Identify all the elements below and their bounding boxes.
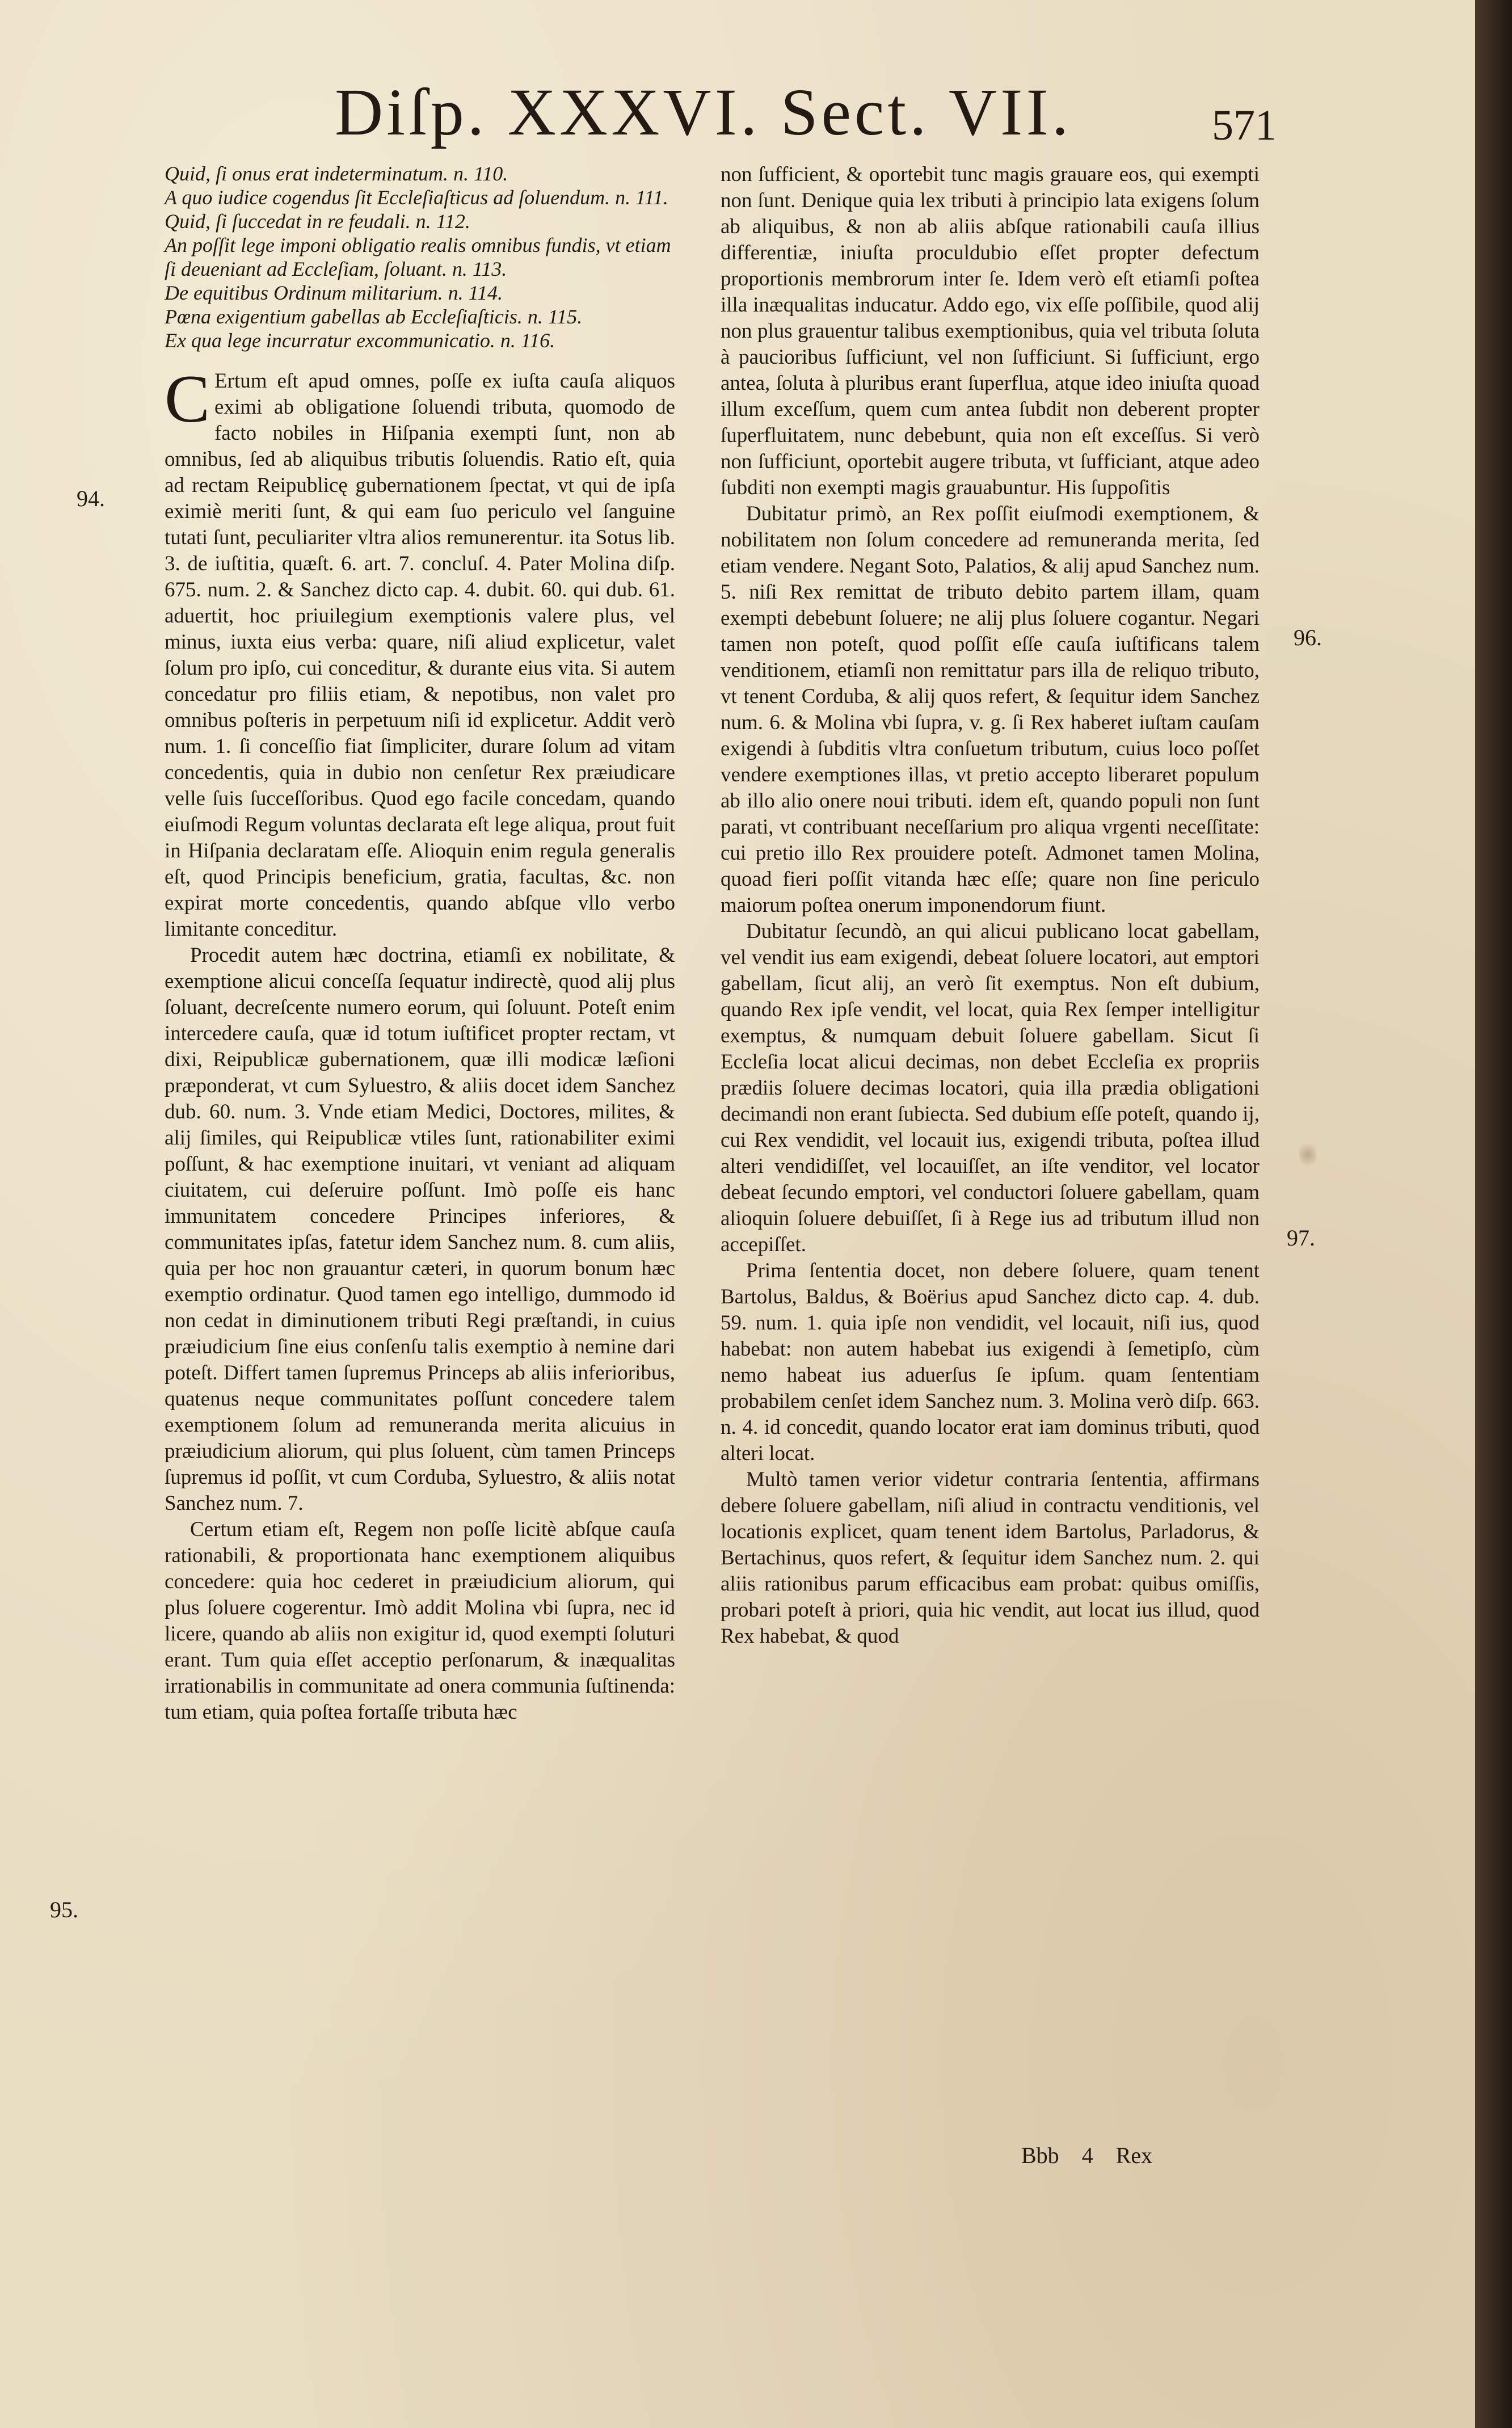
signature-mark: Bbb	[1021, 2143, 1059, 2168]
drop-cap: C	[165, 361, 210, 436]
left-column	[165, 162, 675, 1726]
paragraph: Procedit autem hæc doctrina, etiamſi ex nobilitate, & exemptione alicui conceſſa ſequatur indirectè, quod alij plus ſoluant, decreſcente numero eorum, qui ſoluunt. Poteſt enim intercedere cauſa, quæ id totum iuſtificet propter rectam, vt dixi, Reipublicæ gubernationem, quæ illi modicæ læſioni præponderat, vt cum Syluestro, & aliis docet idem Sanchez dub. 60. num. 3. Vnde etiam Medici, Doctores, milites, & alij ſimiles, qui Reipublicæ vtiles ſunt, rationabiliter eximi poſſunt, & hac exemptione inuitari, vt veniant ad aliquam ciuitatem, cui deſeruire poſſunt. Imò poſſe eis hanc immunitatem concedere Principes inferiores, & communitates ipſas, fatetur idem Sanchez num. 8. cum aliis, quia per hoc non grauantur cæteri, in quorum bonum hæc exemptio ordinatur. Quod tamen ego intelligo, dummodo id non cedat in diminutionem tributi Regi præſtandi, in cuius præiudicium ſine eius conſenſu talis exemptio à nemine dari poteſt. Differt tamen ſupremus Princeps ab aliis inferioribus, quatenus neque communitates poſſunt concedere talem exemptionem ſolum ad remuneranda merita alicuius in præiudicium aliorum, qui plus ſoluent, cùm tamen Princeps ſupremus id poſſit, vt cum Corduba, Syluestro, & aliis notat Sanchez num. 7.	[165, 944, 675, 1515]
margin-number-94: 94.	[77, 486, 105, 511]
paragraph-95: Certum etiam eſt, Regem non poſſe licitè abſque cauſa rationabili, & proportionata hanc exemptionem aliquibus concedere: quia hoc cederet in præiudicium aliorum, qui plus ſoluere cogerentur. Imò addit Molina vbi ſupra, nec id licere, quando ab aliis non exigitur id, quod exempti ſoluturi erant. Tum quia eſſet acceptio perſonarum, & inæqualitas irrationabilis in communitate ad onera communia ſuſtinenda: tum etiam, quia poſtea fortaſſe tributa hæc	[165, 1518, 675, 1724]
margin-number-95: 95.	[50, 1897, 78, 1922]
summary-item: Quid, ſi ſuccedat in re feudali. n. 112.	[165, 210, 470, 233]
page-number: 571	[1212, 102, 1277, 149]
paragraph-97: Dubitatur ſecundò, an qui alicui publicano locat gabellam, vel vendit ius eam exigendi, debeat ſoluere locatori, aut emptori gabellam, ſicut alij, an verò ſit exemptus. Non eſt dubium, quando Rex ipſe vendit, vel locat, quia Rex ſemper intelligitur exemptus, & numquam debuit ſoluere gabellam. Sicut ſi Eccleſia locat alicui decimas, non debet Eccleſia ex propriis prædiis ſoluere decimas locatori, quia illa prædia obligationi decimandi non erant ſubiecta. Sed dubium eſſe poteſt, quando ij, cui Rex vendidit, vel locauit ius, exigendi tributa, poſtea illud alteri vendidiſſet, vel locauiſſet, an iſte venditor, vel locator debeat ſecundo emptori, vel conductori ſoluere gabellam, quam alioquin ſoluere debuiſſet, ſi à Rege ius ad tributum illud non accepiſſet.	[721, 920, 1260, 1256]
paragraph: Multò tamen verior videtur contraria ſententia, affirmans debere ſoluere gabellam, niſi aliud in contractu venditionis, vel locationis explicet, quam tenent idem Bartolus, Parladorus, & Bertachinus, quos refert, & ſequitur idem Sanchez num. 2. qui aliis rationibus parum efficacibus eam probat: quibus omiſſis, probari poteſt à priori, quia hic vendit, aut locat ius illud, quod Rex habebat, & quod	[721, 1468, 1260, 1648]
signature-number: 4	[1081, 2143, 1093, 2168]
section-summary	[165, 162, 675, 352]
summary-item: De equitibus Ordinum militarium. n. 114.	[165, 281, 503, 304]
catchword: Rex	[1115, 2143, 1153, 2168]
paragraph: non ſufficient, & oportebit tunc magis grauare eos, qui exempti non ſunt. Denique quia lex tributi à principio lata exigens ſolum ab aliquibus, & non ab aliis abſque rationabili cauſa illius differentiæ, iniuſta proculdubio eſſet propter defectum proportionis membrorum inter ſe. Idem verò eſt etiamſi poſtea illa inæqualitas inducatur. Addo ego, vix eſſe poſſibile, quod alij non plus grauentur talibus exemptionibus, quia vel tributa ſoluta à paucioribus ſufficiunt, vel non ſufficiunt. Si ſufficiunt, ergo antea, ſoluta à pluribus erant ſuperflua, atque ideo iniuſta quoad illum exceſſum, quem cum antea ſubdit non deberent propter ſuperfluitatem, nunc debebunt, quia non eſt exceſſus. Si verò non ſufficiunt, oportebit augere tributa, vt ſufficiant, atque adeo ſubditi non exempti magis grauabuntur. His ſuppoſitis	[721, 163, 1260, 499]
margin-number-97: 97.	[1287, 1225, 1315, 1251]
page-edge-shadow	[1475, 0, 1512, 2428]
paragraph-96: Dubitatur primò, an Rex poſſit eiuſmodi exemptionem, & nobilitatem non ſolum concedere ad remuneranda merita, ſed etiam vendere. Negant Soto, Palatios, & alij apud Sanchez num. 5. niſi Rex remittat de tributo debito partem illam, quam exempti debebunt ſoluere; ne alij plus ſoluere cogantur. Negari tamen non poteſt, quod poſſit eſſe cauſa iuſtificans talem venditionem, etiamſi non remittatur pars illa de reliquo tributo, vt tenent Corduba, & alij quos refert, & ſequitur idem Sanchez num. 6. & Molina vbi ſupra, v. g. ſi Rex haberet iuſtam cauſam exigendi à ſubditis vltra conſuetum tributum, cuius loco poſſet vendere exemptiones illas, vt pretio accepto liberaret populum ab illo alio onere noui tributi. idem eſt, quando populi non ſunt parati, vt contribuant neceſſarium pro aliqua vrgenti neceſſitate: cui pretio illo Rex prouidere poteſt. Admonet tamen Molina, quoad fieri poſſit vitanda hæc eſſe; quare non ſine periculo maiorum poſtea onerum imponendorum fiunt.	[721, 502, 1260, 917]
ink-stain	[1299, 1141, 1316, 1169]
margin-number-96: 96.	[1294, 625, 1322, 650]
paragraph: Prima ſententia docet, non debere ſoluere, quam tenent Bartolus, Baldus, & Boërius apud Sanchez dicto cap. 4. dub. 59. num. 1. quia ipſe non vendidit, vel locauit, niſi ius, quod habebat: non autem habebat ius exigendi à ſemetipſo, cùm nemo habeat ius aduerſus ſe ipſum. quam ſententiam probabilem cenſet idem Sanchez num. 3. Molina verò diſp. 663. n. 4. id concedit, quando locator erat iam dominus tributi, quod alteri locat.	[721, 1259, 1260, 1465]
header-title: Diſp. XXXVI. Sect. VII.	[335, 75, 1072, 149]
summary-item: Quid, ſi onus erat indeterminatum. n. 110.	[165, 162, 508, 185]
paragraph-text: Ertum eſt apud omnes, poſſe ex iuſta cauſa aliquos eximi ab obligatione ſoluendi tributa, quomodo de facto nobiles in Hiſpania exempti ſunt, non ab omnibus, ſed ab aliquibus tributis ſoluendis. Ratio eſt, quia ad rectam Reipublicę gubernationem ſpectat, vt qui de ipſa eximiè meriti ſunt, & qui eam ſuo periculo vel ſanguine tutati ſunt, peculiariter vltra alios remunerentur. ita Sotus lib. 3. de iuſtitia, quæſt. 6. art. 7. concluſ. 4. Pater Molina diſp. 675. num. 2. & Sanchez dicto cap. 4. dubit. 60. qui dub. 61. aduertit, hoc priuilegium exemptionis valere plus, vel minus, iuxta eius verba: quare, niſi aliud explicetur, valet ſolum pro ipſo, cui conceditur, & durante eius vita. Si autem concedatur pro filiis etiam, & nepotibus, non valet pro omnibus poſteris in perpetuum niſi id explicetur. Addit verò num. 1. ſi conceſſio fiat ſimpliciter, durare ſolum ad vitam concedentis, quia in dubio non cenſetur Rex præiudicare velle ſuis ſucceſſoribus. Quod ego facile concedam, quando eiuſmodi Regum voluntas declarata eſt lege aliqua, prout fuit in Hiſpania declaratam eſſe. Alioquin enim regula generalis eſt, quod Principis beneficium, gratia, facultas, &c. non expirat morte concedentis, quando abſque vllo verbo limitante conceditur.	[165, 369, 675, 941]
summary-item: A quo iudice cogendus ſit Eccleſiaſticus ad ſoluendum. n. 111.	[165, 186, 668, 209]
page-footer	[1021, 2142, 1175, 2169]
summary-item: Ex qua lege incurratur excommunicatio. n. 116.	[165, 329, 555, 352]
summary-item: An poſſit lege imponi obligatio realis omnibus fundis, vt etiam ſi deueniant ad Eccleſiam, ſoluant. n. 113.	[165, 234, 671, 280]
right-column	[721, 162, 1260, 1649]
summary-item: Pœna exigentium gabellas ab Eccleſiaſticis. n. 115.	[165, 305, 583, 328]
paragraph-94	[165, 361, 675, 942]
running-header	[0, 74, 1475, 165]
